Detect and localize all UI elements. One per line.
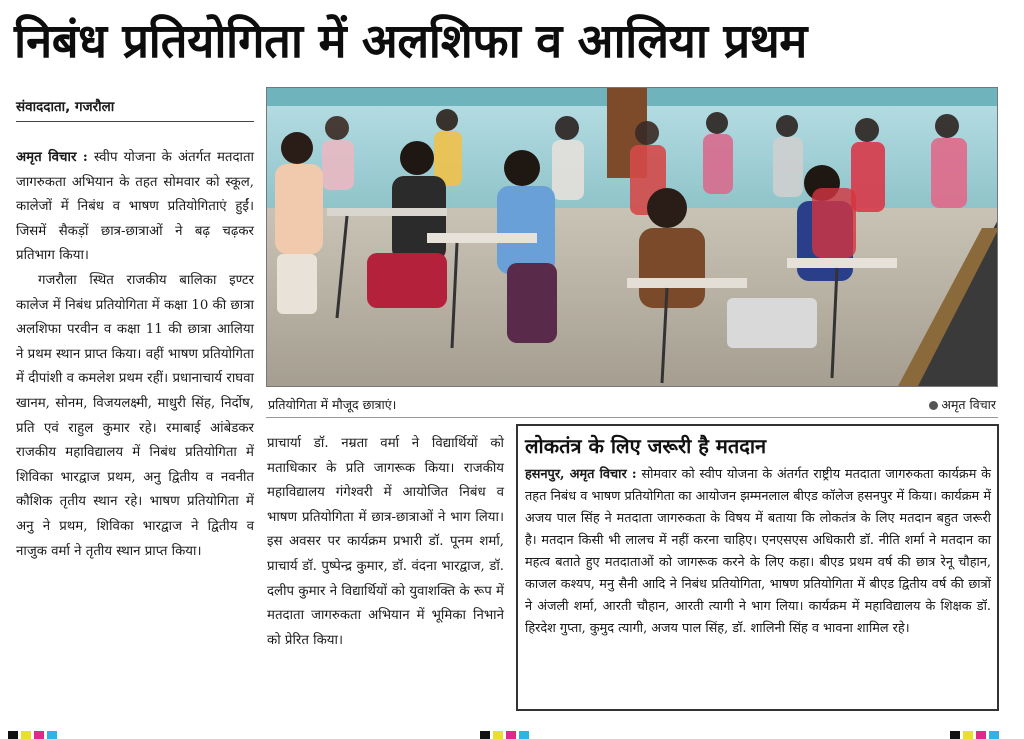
print-registration-marks-right (950, 731, 1002, 739)
students-writing-photo (267, 88, 998, 387)
print-mark (480, 731, 490, 739)
photo-credit: अमृत विचार (929, 396, 996, 413)
credit-bullet-icon (929, 401, 938, 410)
paragraph-continued: प्राचार्या डॉ. नम्रता वर्मा ने विद्यार्थियों को मताधिकार के प्रति जागरूक किया। राजकीय महाविद्यालय गंगेश्वरी में आयोजित निबंध व भाषण प्रतियोगिता में छात्र-छात्राओं ने भाग लिया। इस अवसर पर कार्यक्रम प्रभारी डॉ. पूनम शर्मा, प्राचार्य डॉ. पुष्पेन्द्र कुमार, डॉ. वंदना भारद्वाज, डॉ. दलीप कुमार ने विद्यार्थियों को युवाशक्ति के रूप में मतदाता जागरुकता अभियान में भूमिका निभाने को प्रेरित किया। (267, 436, 504, 648)
print-mark (47, 731, 57, 739)
article-headline: निबंध प्रतियोगिता में अलशिफा व आलिया प्रथम (14, 14, 807, 69)
byline-divider (16, 121, 254, 122)
print-registration-marks-left (8, 731, 60, 739)
print-mark (506, 731, 516, 739)
sidebar-story-title: लोकतंत्र के लिए जरूरी है मतदान (525, 434, 767, 458)
print-registration-marks-center (480, 731, 532, 739)
article-column-1 (16, 146, 254, 564)
sidebar-dateline: हसनपुर, अमृत विचार : (525, 467, 637, 482)
photo-divider (266, 417, 998, 418)
print-mark (34, 731, 44, 739)
print-mark (989, 731, 999, 739)
print-mark (950, 731, 960, 739)
paragraph-results: गजरौला स्थित राजकीय बालिका इण्टर कालेज में निबंध प्रतियोगिता में कक्षा 10 की छात्रा अलशिफा परवीन व कक्षा 11 की छात्रा आलिया ने प्रथम स्थान प्राप्त किया। वहीं भाषण प्रतियोगिता में दीपांशी व कमलेश प्रथम रहीं। प्रधानाचार्य राघवा खानम, सोनम, विजयलक्ष्मी, माधुरी सिंह, निर्दोष, प्रति एवं राहुल कुमार रहे। रमाबाई आंबेडकर राजकीय महाविद्यालय में निबंध प्रतियोगिता में शिविका भारद्वाज प्रथम, अनु द्वितीय व नवनीत कौशिक तृतीय स्थान रहे। भाषण प्रतियोगिता में अनु ने प्रथम, शिविका भारद्वाज ने द्वितीय व नाजुक वर्मा ने तृतीय स्थान प्राप्त किया। (16, 272, 254, 559)
print-mark (519, 731, 529, 739)
print-mark (21, 731, 31, 739)
paragraph-intro: अमृत विचार : स्वीप योजना के अंतर्गत मतदाता जागरुकता अभियान के तहत सोमवार को स्कूल, कालेजों में निबंध व भाषण प्रतियोगिताएं हुईं। जिसमें सैकड़ों छात्र-छात्राओं ने बढ़ चढ़कर प्रतिभाग किया। (16, 150, 254, 264)
news-photo (266, 87, 998, 387)
article-column-2 (267, 432, 504, 653)
sidebar-story-body: हसनपुर, अमृत विचार : सोमवार को स्वीप योजना के अंतर्गत राष्ट्रीय मतदाता जागरुकता कार्यक्रम के तहत निबंध व भाषण प्रतियोगिता का आयोजन झम्मनलाल बीएड कॉलेज हसनपुर में किया। कार्यक्रम में अजय पाल सिंह ने मतदाता जागरुकता के विषय में बताया कि लोकतंत्र के लिए मतदान बहुत जरूरी है। मतदान किसी भी लालच में नहीं करना चाहिए। एनएसएस अधिकारी डॉ. नीति शर्मा ने मतदान का महत्व बताते हुए मतदाताओं को जागरूक करने के लिए कहा। बीएड प्रथम वर्ष की छात्र रेनू चौहान, काजल कश्यप, मनु सैनी आदि ने निबंध प्रतियोगिता, भाषण प्रतियोगिता में बीएड द्वितीय वर्ष की छात्रों ने अंजली शर्मा, आरती चौहान, आरती त्यागी ने भाग लिया। कार्यक्रम में महाविद्यालय के शिक्षक डॉ. हिरदेश गुप्ता, कुमुद त्यागी, अजय पाल सिंह, डॉ. शालिनी सिंह व भावना शामिल रहे। (525, 467, 991, 636)
print-mark (963, 731, 973, 739)
print-mark (8, 731, 18, 739)
print-mark (493, 731, 503, 739)
dateline: अमृत विचार : (16, 150, 88, 165)
byline: संवाददाता, गजरौला (16, 99, 115, 115)
print-mark (976, 731, 986, 739)
photo-caption: प्रतियोगिता में मौजूद छात्राएं। (268, 397, 397, 412)
sidebar-story-box (516, 424, 999, 711)
